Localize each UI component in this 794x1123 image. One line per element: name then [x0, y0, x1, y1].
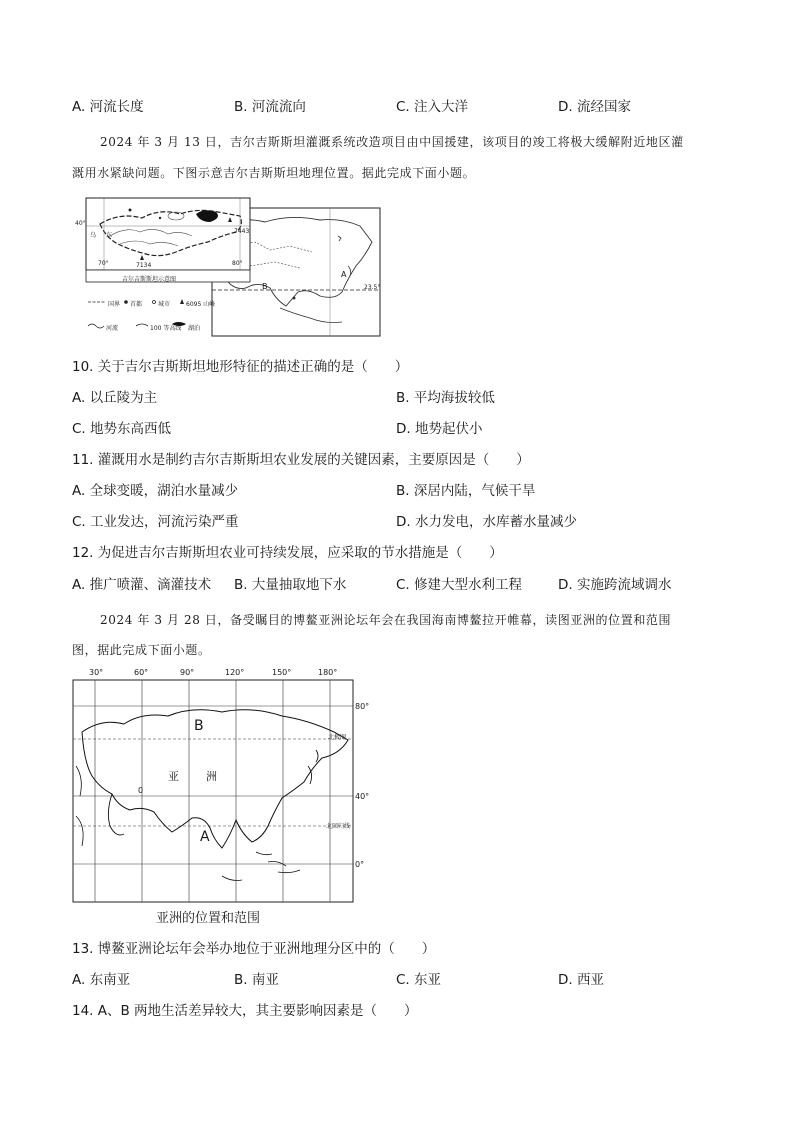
lon-30: 30° [89, 668, 104, 677]
legend-city: 城市 [158, 301, 171, 308]
mark-a: A [200, 829, 210, 845]
map1-mark-b: B [262, 282, 268, 291]
legend-lake: 湖泊 [188, 325, 201, 332]
map1-peak1: 7134 [136, 262, 152, 269]
q12-option-b: B. 大量抽取地下水 [234, 577, 347, 593]
q13-option-d: D. 西亚 [558, 972, 604, 988]
asia-label-2: 洲 [206, 770, 217, 783]
q11-option-c: C. 工业发达，河流污染严重 [72, 514, 239, 530]
lat-80: 80° [355, 702, 370, 711]
lon-60: 60° [134, 668, 149, 677]
q10-option-d: D. 地势起伏小 [396, 421, 483, 437]
q10-option-c: C. 地势东高西低 [72, 421, 172, 437]
q11-option-b: B. 深居内陆，气候干旱 [396, 483, 536, 499]
map1-lat40: 40° [75, 220, 86, 227]
mark-b: B [194, 718, 204, 734]
map1-mark-a: A [341, 270, 347, 279]
map1-lat23: 23.5° [364, 284, 381, 291]
legend-river: 河流 [106, 325, 119, 332]
q9-option-a: A. 河流长度 [72, 99, 144, 115]
lat-40: 40° [355, 792, 370, 801]
q10-option-a: A. 以丘陵为主 [72, 390, 158, 406]
passage2-line1: 2024 年 3 月 28 日，备受瞩目的博鳌亚洲论坛年会在我国海南博鳌拉开帷幕，读图亚洲的位置和范围 [100, 613, 672, 627]
q12-option-d: D. 实施跨流域调水 [558, 577, 672, 593]
passage1-line1: 2024 年 3 月 13 日，吉尔吉斯斯坦灌溉系统改造项目由中国援建，该项目的竣工将极大缓解附近地区灌 [100, 135, 684, 149]
q9-option-c: C. 注入大洋 [396, 99, 469, 115]
q13-option-a: A. 东南亚 [72, 972, 131, 988]
passage2-line2: 图，据此完成下面小题。 [72, 643, 211, 657]
map1-east-label: 东 [106, 232, 113, 239]
q13-option-c: C. 东亚 [396, 972, 442, 988]
legend-peak: 6095 山峰 [186, 301, 216, 308]
lat-0: 0° [355, 860, 365, 869]
lon-150: 150° [272, 668, 292, 677]
lon-90: 90° [180, 668, 195, 677]
legend-border: 国界 [108, 301, 121, 308]
q11-option-a: A. 全球变暖，湖泊水量减少 [72, 483, 239, 499]
map1-lon70: 70° [98, 260, 109, 267]
map1-peak2: 7443 [234, 228, 250, 235]
asia-map [72, 666, 370, 906]
q9-option-b: B. 河流流向 [234, 99, 306, 115]
q12-option-c: C. 修建大型水利工程 [396, 577, 523, 593]
map1-caption: 吉尔吉斯斯坦示意图 [122, 276, 177, 283]
q10-option-b: B. 平均海拔较低 [396, 390, 495, 406]
kyrgyzstan-map [75, 196, 382, 338]
q11-option-d: D. 水力发电，水库蓄水量减少 [396, 514, 577, 530]
legend-contour: 100 等高线 [150, 325, 182, 332]
q10-stem: 10. 关于吉尔吉斯斯坦地形特征的描述正确的是（ ） [72, 359, 409, 375]
q11-stem: 11. 灌溉用水是制约吉尔吉斯斯坦农业发展的关键因素，主要原因是（ ） [72, 452, 530, 468]
asia-map-caption: 亚洲的位置和范围 [156, 911, 261, 926]
asia-label-1: 亚 [168, 770, 179, 783]
q14-stem: 14. A、B 两地生活差异较大，其主要影响因素是（ ） [72, 1003, 418, 1019]
kyrgyzstan-map-svg [80, 196, 382, 338]
q13-stem: 13. 博鳌亚洲论坛年会举办地位于亚洲地理分区中的（ ） [72, 941, 436, 957]
arctic-circle-label: 北极圈 [328, 734, 347, 741]
tropic-label: 北回归线 [326, 823, 351, 830]
lon-180: 180° [318, 668, 338, 677]
q9-option-d: D. 流经国家 [558, 99, 631, 115]
map1-south-label: 乌 [90, 232, 97, 239]
q12-option-a: A. 推广喷灌、滴灌技术 [72, 577, 212, 593]
map2-zero: 0 [138, 786, 144, 795]
lon-120: 120° [225, 668, 245, 677]
q13-option-b: B. 南亚 [234, 972, 279, 988]
passage1-line2: 溉用水紧缺问题。下图示意吉尔吉斯斯坦地理位置。据此完成下面小题。 [72, 166, 476, 180]
legend-capital: 首都 [130, 301, 143, 308]
map1-lon80: 80° [232, 260, 243, 267]
q12-stem: 12. 为促进吉尔吉斯斯坦农业可持续发展，应采取的节水措施是（ ） [72, 545, 503, 561]
